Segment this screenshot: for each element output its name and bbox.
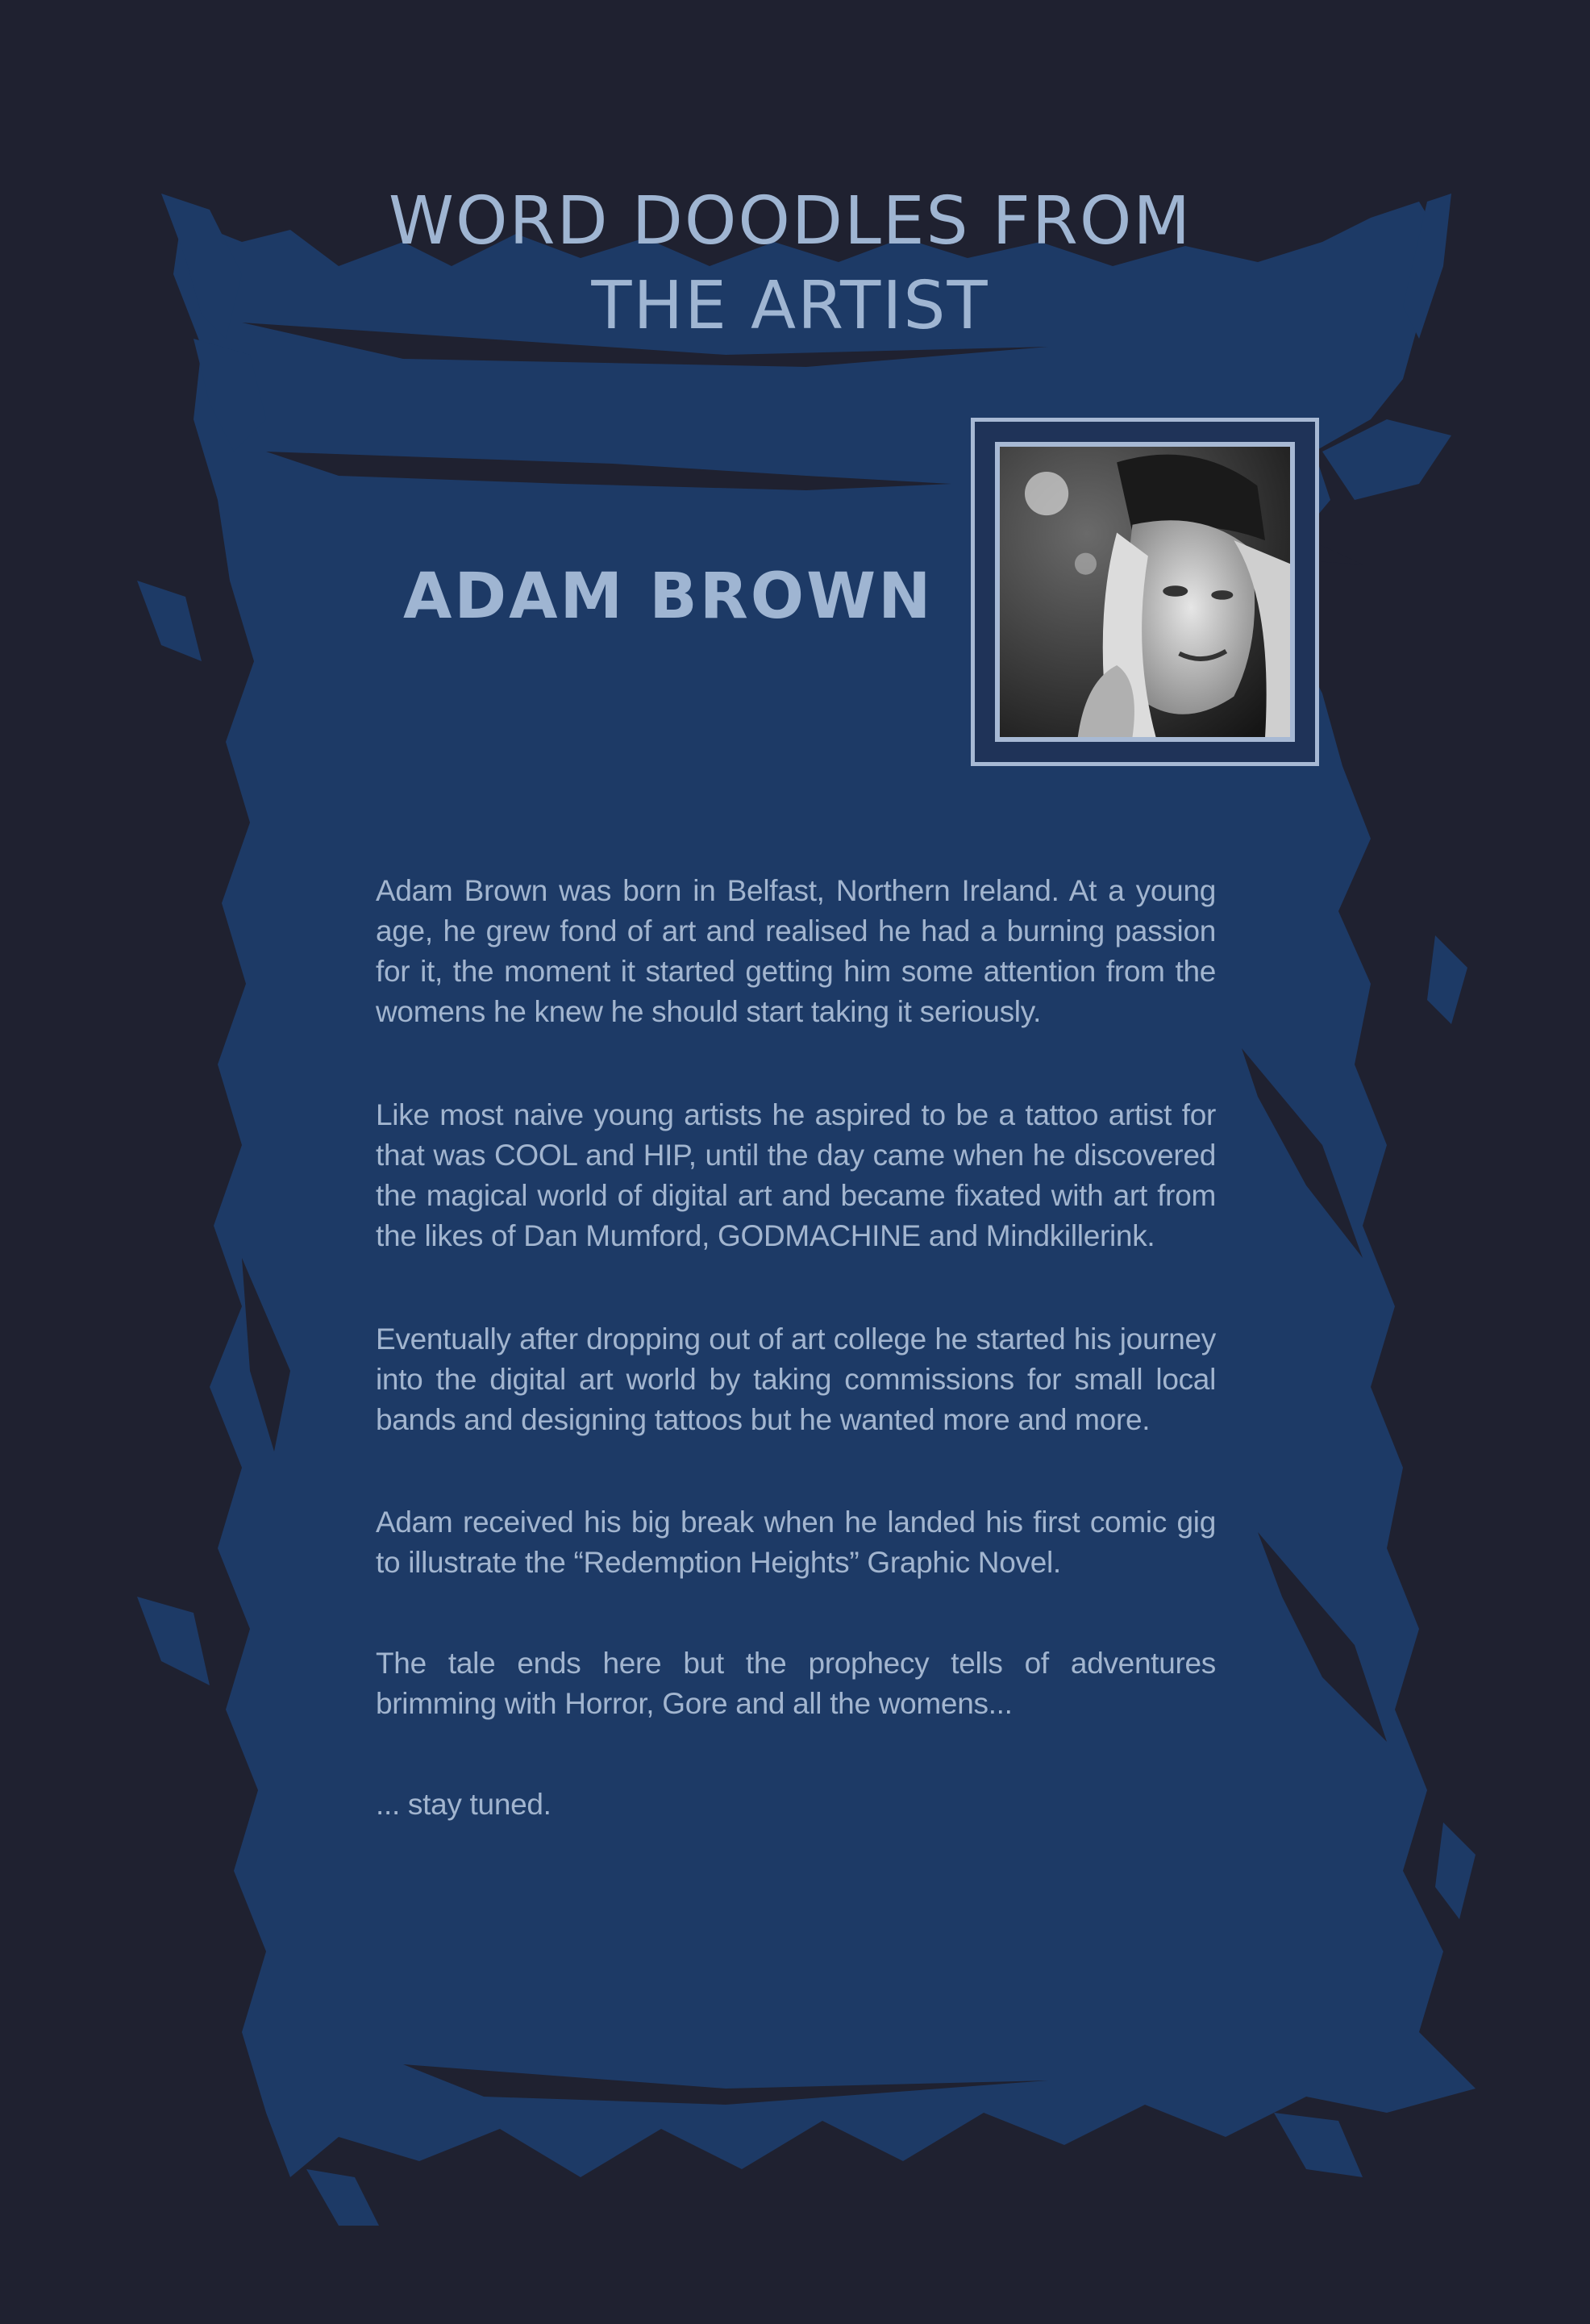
bio-sign-off: ... stay tuned. bbox=[376, 1788, 552, 1821]
bio-paragraph: Eventually after dropping out of art college he started his journey into the digital art world by taking commissions for small local bands and designing tattoos but he wanted more and more. bbox=[376, 1322, 1216, 1436]
artist-photo-frame bbox=[971, 418, 1319, 766]
bio-paragraph: Adam received his big break when he landed his first comic gig to illustrate the “Redemption Heights” Graphic Novel. bbox=[376, 1506, 1216, 1579]
artist-photo bbox=[995, 442, 1295, 742]
page-title-line1: WORD DOODLES FROM bbox=[388, 183, 1192, 260]
artist-portrait-image bbox=[1000, 447, 1290, 737]
artist-name: ADAM BROWN bbox=[403, 560, 934, 633]
bio-paragraph: Adam Brown was born in Belfast, Northern Ireland. At a young age, he grew fond of art and realised he had a burning passion for it, the moment it started getting him some attention from the womens he knew he should start taking it seriously. bbox=[376, 874, 1216, 1028]
bio-paragraph: Like most naive young artists he aspired to be a tattoo artist for that was COOL and HIP, until the day came when he discovered the magical world of digital art and became fixated with art from the likes of Dan Mumford, GODMACHINE and Mindkillerink. bbox=[376, 1098, 1216, 1252]
bio-paragraph: The tale ends here but the prophecy tells of adventures brimming with Horror, Gore and all the womens... bbox=[376, 1647, 1216, 1720]
page-title-line2: THE ARTIST bbox=[591, 268, 989, 344]
